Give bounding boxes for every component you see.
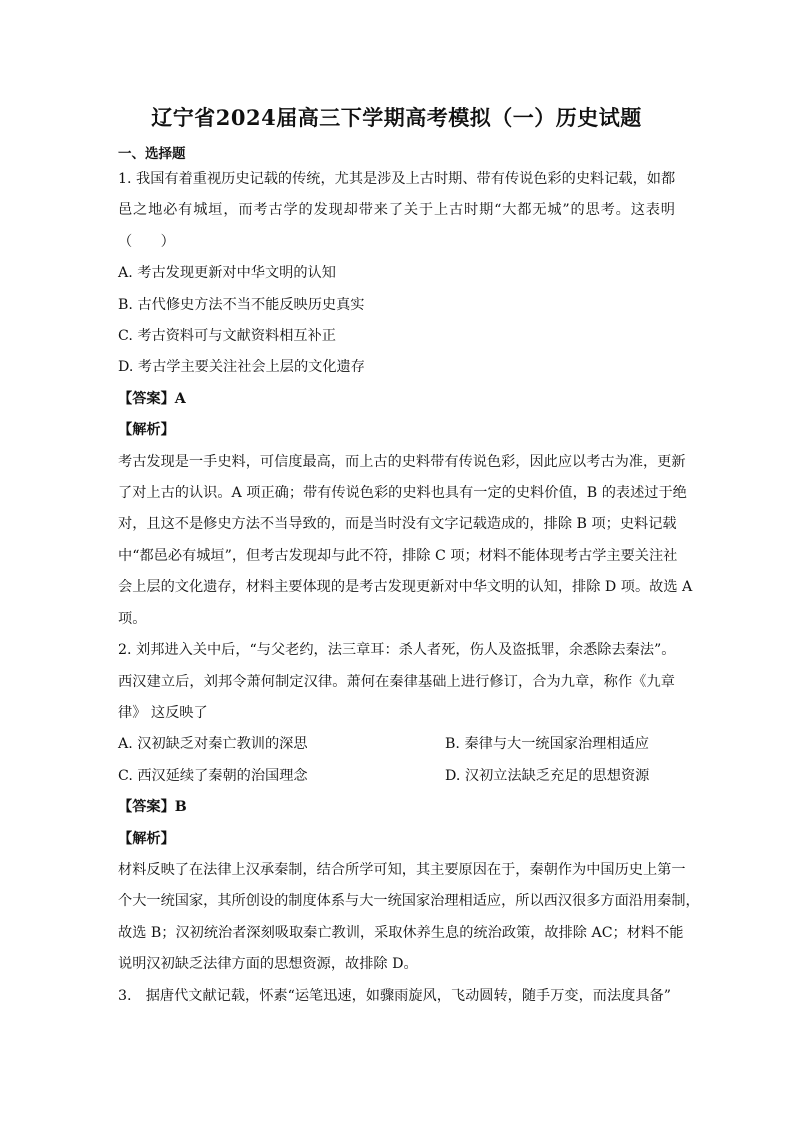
- option-a: A. 考古发现更新对中华文明的认知: [118, 265, 336, 282]
- analysis-line: 了对上古的认识。A 项正确；带有传说色彩的史料也具有一定的史料价值，B 的表述过于绝: [118, 485, 687, 502]
- question-stem-line: 2. 刘邦进入关中后，“与父老约，法三章耳：杀人者死，伤人及盗抵罪，余悉除去秦法”。: [118, 642, 676, 659]
- option-row: [118, 761, 675, 792]
- answer-label: 【答案】B: [118, 799, 187, 816]
- question-stem-line: 邑之地必有城垣，而考古学的发现却带来了关于上古时期“大都无城”的思考。这表明: [118, 202, 675, 219]
- option-c: C. 西汉延续了秦朝的治国理念: [118, 767, 308, 784]
- analysis-line: 考古发现是一手史料，可信度最高，而上古的史料带有传说色彩，因此应以考古为准，更新: [118, 453, 686, 470]
- question-stem-line: 1. 我国有着重视历史记载的传统，尤其是涉及上古时期、带有传说色彩的史料记载，如都: [118, 171, 676, 187]
- analysis-line: 材料反映了在法律上汉承秦制，结合所学可知，其主要原因在于，秦朝作为中国历史上第一: [118, 861, 686, 878]
- option-d: D. 考古学主要关注社会上层的文化遗存: [118, 359, 365, 376]
- option-b: B. 秦律与大一统国家治理相适应: [445, 736, 649, 753]
- analysis-line: 对，且这不是修史方法不当导致的，而是当时没有文字记载造成的，排除 B 项；史料记载: [118, 516, 677, 533]
- analysis-line: 会上层的文化遗存，材料主要体现的是考古发现更新对中华文明的认知，排除 D 项。故选 A: [118, 579, 693, 596]
- question-3: [118, 981, 675, 1012]
- analysis-line: 个大一统国家，其所创设的制度体系与大一统国家治理相适应，所以西汉很多方面沿用秦制，: [118, 893, 700, 910]
- option-d: D. 汉初立法缺乏充足的思想资源: [445, 767, 650, 784]
- analysis-line: 中“都邑必有城垣”，但考古发现却与此不符，排除 C 项；材料不能体现考古学主要关注社: [118, 547, 678, 564]
- question-stem-line: 西汉建立后，刘邦令萧何制定汉律。萧何在秦律基础上进行修订，合为九章，称作《九章: [118, 673, 675, 690]
- question-stem-line: 3. 据唐代文献记载，怀素“运笔迅速，如骤雨旋风，飞动圆转，随手万变，而法度具备”: [118, 987, 671, 1004]
- answer-label: 【答案】A: [118, 390, 186, 407]
- option-a: A. 汉初缺乏对秦亡教训的深思: [118, 736, 308, 753]
- question-stem-line: 律》 这反映了: [118, 704, 208, 721]
- section-heading: 一、选择题: [118, 146, 186, 162]
- question-2: [118, 635, 700, 980]
- analysis-line: 故选 B；汉初统治者深刻吸取秦亡教训，采取休养生息的统治政策，故排除 AC；材料不能: [118, 924, 684, 941]
- option-b: B. 古代修史方法不当不能反映历史真实: [118, 296, 365, 313]
- question-stem-line: （ ）: [118, 233, 175, 250]
- option-c: C. 考古资料可与文献资料相互补正: [118, 328, 336, 345]
- analysis-line: 说明汉初缺乏法律方面的思想资源，故排除 D。: [118, 956, 418, 973]
- question-1: [118, 164, 693, 635]
- analysis-line: 项。: [118, 610, 147, 627]
- option-row: [118, 729, 675, 760]
- page-title: 辽宁省2024届高三下学期高考模拟（一）历史试题: [151, 105, 642, 130]
- analysis-label: 【解析】: [118, 830, 175, 847]
- analysis-label: 【解析】: [118, 422, 175, 439]
